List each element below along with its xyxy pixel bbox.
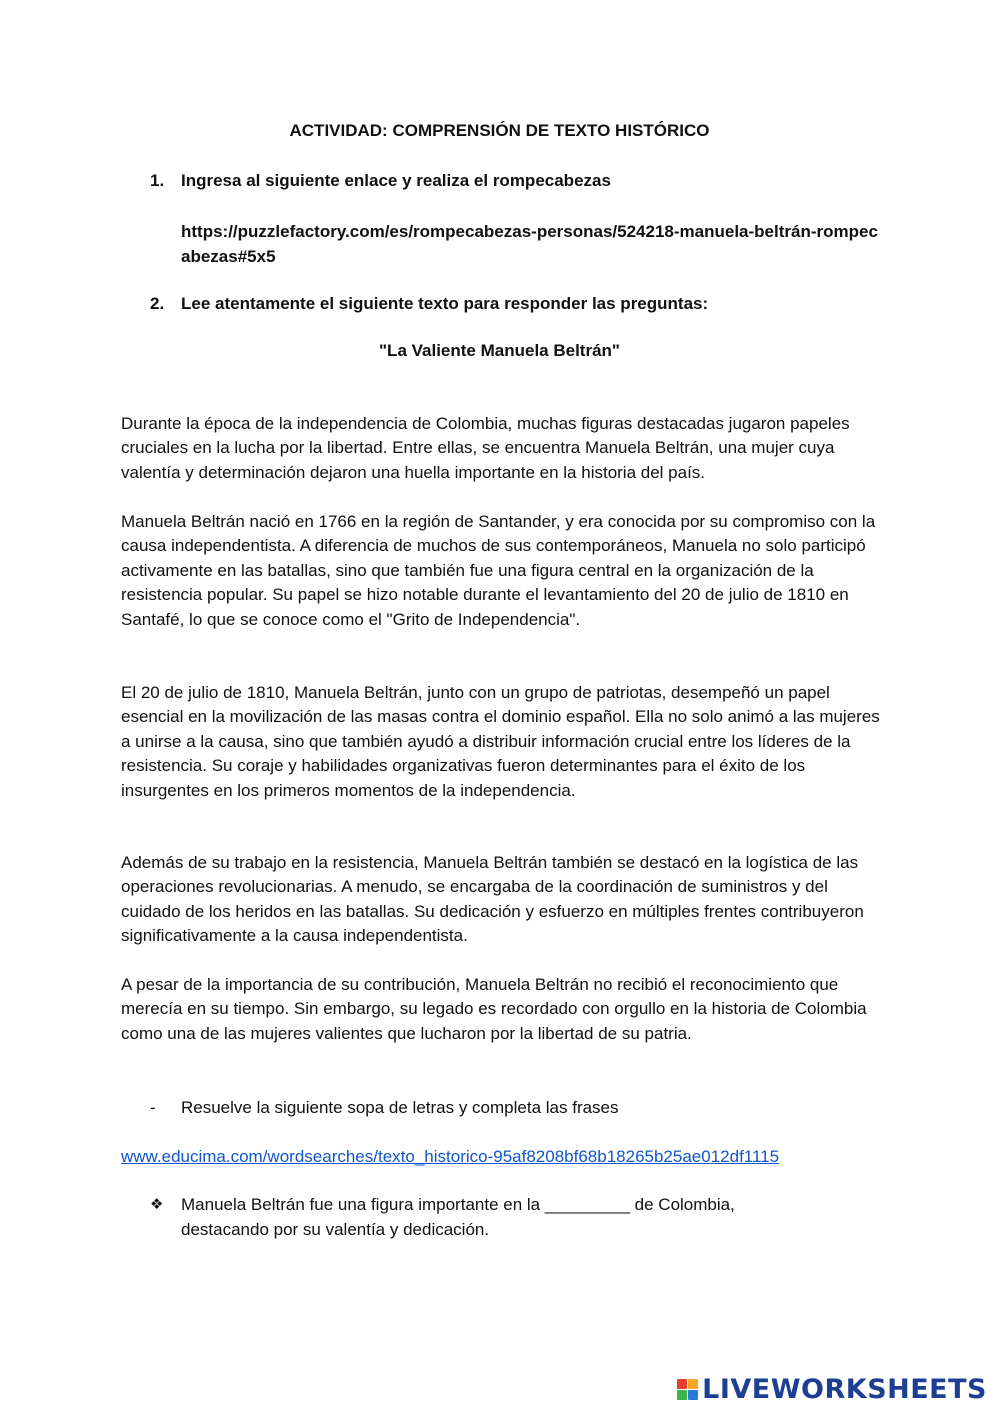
page-title: ACTIVIDAD: COMPRENSIÓN DE TEXTO HISTÓRICO (289, 121, 710, 140)
puzzle-url: https://puzzlefactory.com/es/rompecabezas-personas/524218-manuela-beltrán-rompecabezas#5x5 (181, 222, 878, 266)
logo-square (677, 1390, 687, 1400)
diamond-bullet-icon: ❖ (150, 1196, 164, 1213)
item-number: 1. (150, 171, 165, 190)
paragraph-2: Manuela Beltrán nació en 1766 en la región de Santander, y era conocida por su compromiso con la causa independentista. A diferencia de muchos de sus contemporáneos, Manuela no solo participó activamente en las batallas, sino que también fue una figura central en la organización de la resistencia popular. Su papel se hizo notable durante el levantamiento del 20 de julio de 1810 en Santafé, lo que se conoce como el "Grito de Independencia". (121, 512, 876, 629)
instruction-item-2 (150, 291, 709, 316)
wordsearch-link[interactable]: www.educima.com/wordsearches/texto_historico-95af8208bf68b18265b25ae012df1115 (121, 1147, 780, 1166)
item-text: Ingresa al siguiente enlace y realiza el rompecabezas (181, 171, 611, 190)
liveworksheets-logo (677, 1372, 987, 1406)
dash-marker: - (150, 1098, 156, 1117)
wordsearch-instruction (150, 1095, 619, 1120)
logo-square (688, 1390, 698, 1400)
sentence-text: Manuela Beltrán fue una figura importante en la _________ de Colombia, destacando por su valentía y dedicación. (181, 1195, 735, 1239)
item-number: 2. (150, 294, 165, 313)
text-title: "La Valiente Manuela Beltrán" (379, 341, 620, 360)
logo-text: LIVEWORKSHEETS (702, 1373, 987, 1405)
item-text: Lee atentamente el siguiente texto para responder las preguntas: (181, 294, 709, 313)
paragraph-4: Además de su trabajo en la resistencia, Manuela Beltrán también se destacó en la logística de las operaciones revolucionarias. A menudo, se encargaba de la coordinación de suministros y del cuidado de los heridos en las batallas. Su dedicación y esfuerzo en múltiples frentes contribuyeron significativamente a la causa independentista. (121, 853, 864, 946)
logo-square (677, 1379, 687, 1389)
logo-icon (677, 1379, 698, 1400)
paragraph-3: El 20 de julio de 1810, Manuela Beltrán, junto con un grupo de patriotas, desempeñó un papel esencial en la movilización de las masas contra el dominio español. Ella no solo animó a las mujeres a unirse a la causa, sino que también ayudó a distribuir información crucial entre los líderes de la resistencia. Su coraje y habilidades organizativas fueron determinantes para el éxito de los insurgentes en los primeros momentos de la independencia. (121, 683, 880, 800)
paragraph-1: Durante la época de la independencia de Colombia, muchas figuras destacadas jugaron papeles cruciales en la lucha por la libertad. Entre ellas, se encuentra Manuela Beltrán, una mujer cuya valentía y determinación dejaron una huella importante en la historia del país. (121, 414, 850, 482)
logo-square (688, 1379, 698, 1389)
paragraph-5: A pesar de la importancia de su contribución, Manuela Beltrán no recibió el reconocimiento que merecía en su tiempo. Sin embargo, su legado es recordado con orgullo en la historia de Colombia como una de las mujeres valientes que lucharon por la libertad de su patria. (121, 975, 867, 1043)
instruction-item-1 (150, 168, 611, 193)
instruction-text: Resuelve la siguiente sopa de letras y completa las frases (181, 1098, 619, 1117)
